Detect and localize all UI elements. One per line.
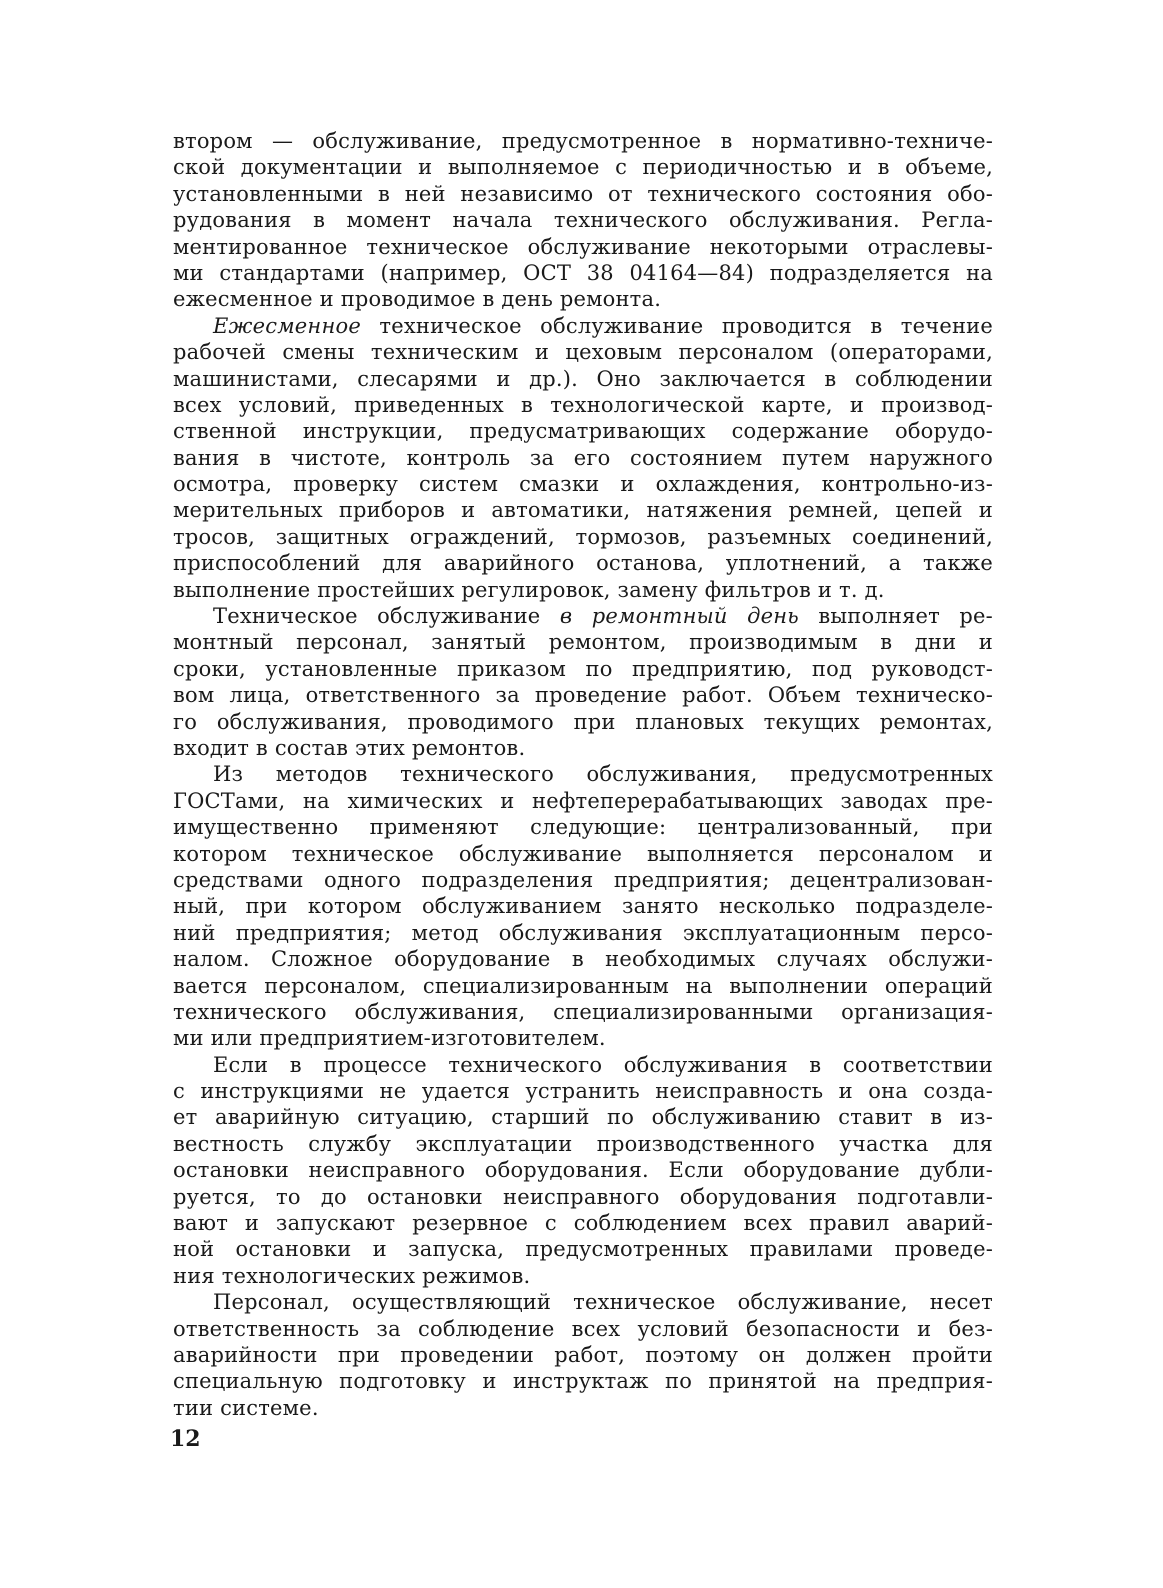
text-line: рудования в момент начала технического обслуживания. Регла- xyxy=(173,208,993,233)
text-line: машинистами, слесарями и др.). Оно заключается в соблюдении xyxy=(173,366,993,391)
text-line: сроки, установленные приказом по предприятию, под руководст- xyxy=(173,656,993,681)
text-line: тии системе. xyxy=(173,1395,319,1420)
text-line: вается персоналом, специализированным на выполнении операций xyxy=(173,973,993,998)
text-line: ный, при котором обслуживанием занято несколько подразделе- xyxy=(173,894,993,919)
text-line: имущественно применяют следующие: централизованный, при xyxy=(173,815,993,840)
text-line: руется, то до остановки неисправного оборудования подготавли- xyxy=(173,1184,993,1209)
text-line: с инструкциями не удается устранить неисправность и она созда- xyxy=(173,1079,993,1104)
text-line: мерительных приборов и автоматики, натяжения ремней, цепей и xyxy=(173,498,993,523)
page-number: 12 xyxy=(170,1426,201,1452)
text-line: ственной инструкции, предусматривающих содержание оборудо- xyxy=(173,419,993,444)
text-line: вестность службу эксплуатации производственного участка для xyxy=(173,1131,993,1156)
text-line: всех условий, приведенных в технологической карте, и производ- xyxy=(173,392,993,417)
text-line: вания в чистоте, контроль за его состоянием путем наружного xyxy=(173,445,993,470)
text-line: ния технологических режимов. xyxy=(173,1263,531,1288)
text-line: втором — обслуживание, предусмотренное в нормативно-техниче- xyxy=(173,129,993,153)
text-line: ет аварийную ситуацию, старший по обслуживанию ставит в из- xyxy=(173,1105,993,1130)
text-fragment: выполняет ре- xyxy=(818,604,993,629)
text-line: аварийности при проведении работ, поэтому он должен пройти xyxy=(173,1342,993,1367)
text-line: Из методов технического обслуживания, предусмотренных xyxy=(213,762,993,787)
text-line: го обслуживания, проводимого при плановых текущих ремонтах, xyxy=(173,709,993,734)
text-line: средствами одного подразделения предприятия; децентрализован- xyxy=(173,867,993,892)
text-line: остановки неисправного оборудования. Если оборудование дубли- xyxy=(173,1158,993,1183)
text-line-composite xyxy=(173,313,993,339)
text-line: выполнение простейших регулировок, замену фильтров и т. д. xyxy=(173,577,885,602)
text-line: ной остановки и запуска, предусмотренных правилами проведе- xyxy=(173,1237,993,1262)
text-line: установленными в ней независимо от технического состояния обо- xyxy=(173,181,993,206)
text-line-composite xyxy=(173,603,993,629)
text-line: ментированное техническое обслуживание некоторыми отраслевы- xyxy=(173,234,993,259)
text-line: приспособлений для аварийного останова, уплотнений, а также xyxy=(173,551,993,576)
text-line: монтный персонал, занятый ремонтом, производимым в дни и xyxy=(173,630,993,655)
text-line: ской документации и выполняемое с периодичностью и в объеме, xyxy=(173,155,993,180)
text-line: ответственность за соблюдение всех условий безопасности и без- xyxy=(173,1316,993,1341)
text-line: вают и запускают резервное с соблюдением всех правил аварий- xyxy=(173,1211,993,1236)
text-line: ГОСТами, на химических и нефтеперерабатывающих заводах пре- xyxy=(173,788,993,813)
text-line: технического обслуживания, специализированными организация- xyxy=(173,999,993,1024)
text-fragment: техническое обслуживание проводится в течение xyxy=(379,313,993,338)
text-fragment: Техническое обслуживание xyxy=(213,604,541,629)
text-line: вом лица, ответственного за проведение работ. Объем техническо- xyxy=(173,683,993,708)
text-line: ежесменное и проводимое в день ремонта. xyxy=(173,287,662,312)
text-line: Если в процессе технического обслуживания в соответствии xyxy=(213,1052,993,1077)
text-line: тросов, защитных ограждений, тормозов, разъемных соединений, xyxy=(173,524,993,549)
text-line: котором техническое обслуживание выполняется персоналом и xyxy=(173,841,993,866)
italic-term: в ремонтный день xyxy=(559,604,799,629)
text-line: налом. Сложное оборудование в необходимых случаях обслужи- xyxy=(173,947,993,972)
text-line: ми или предприятием-изготовителем. xyxy=(173,1026,606,1051)
text-line: рабочей смены техническим и цеховым персоналом (операторами, xyxy=(173,340,993,365)
italic-term: Ежесменное xyxy=(213,313,361,338)
text-line: Персонал, осуществляющий техническое обслуживание, несет xyxy=(213,1290,993,1315)
page-body xyxy=(173,128,993,1421)
text-line: входит в состав этих ремонтов. xyxy=(173,735,526,760)
text-line: специальную подготовку и инструктаж по принятой на предприя- xyxy=(173,1369,993,1394)
text-line: осмотра, проверку систем смазки и охлаждения, контрольно-из- xyxy=(173,472,993,497)
text-line: ми стандартами (например, ОСТ 38 04164—84) подразделяется на xyxy=(173,260,993,285)
text-line: ний предприятия; метод обслуживания эксплуатационным персо- xyxy=(173,920,993,945)
